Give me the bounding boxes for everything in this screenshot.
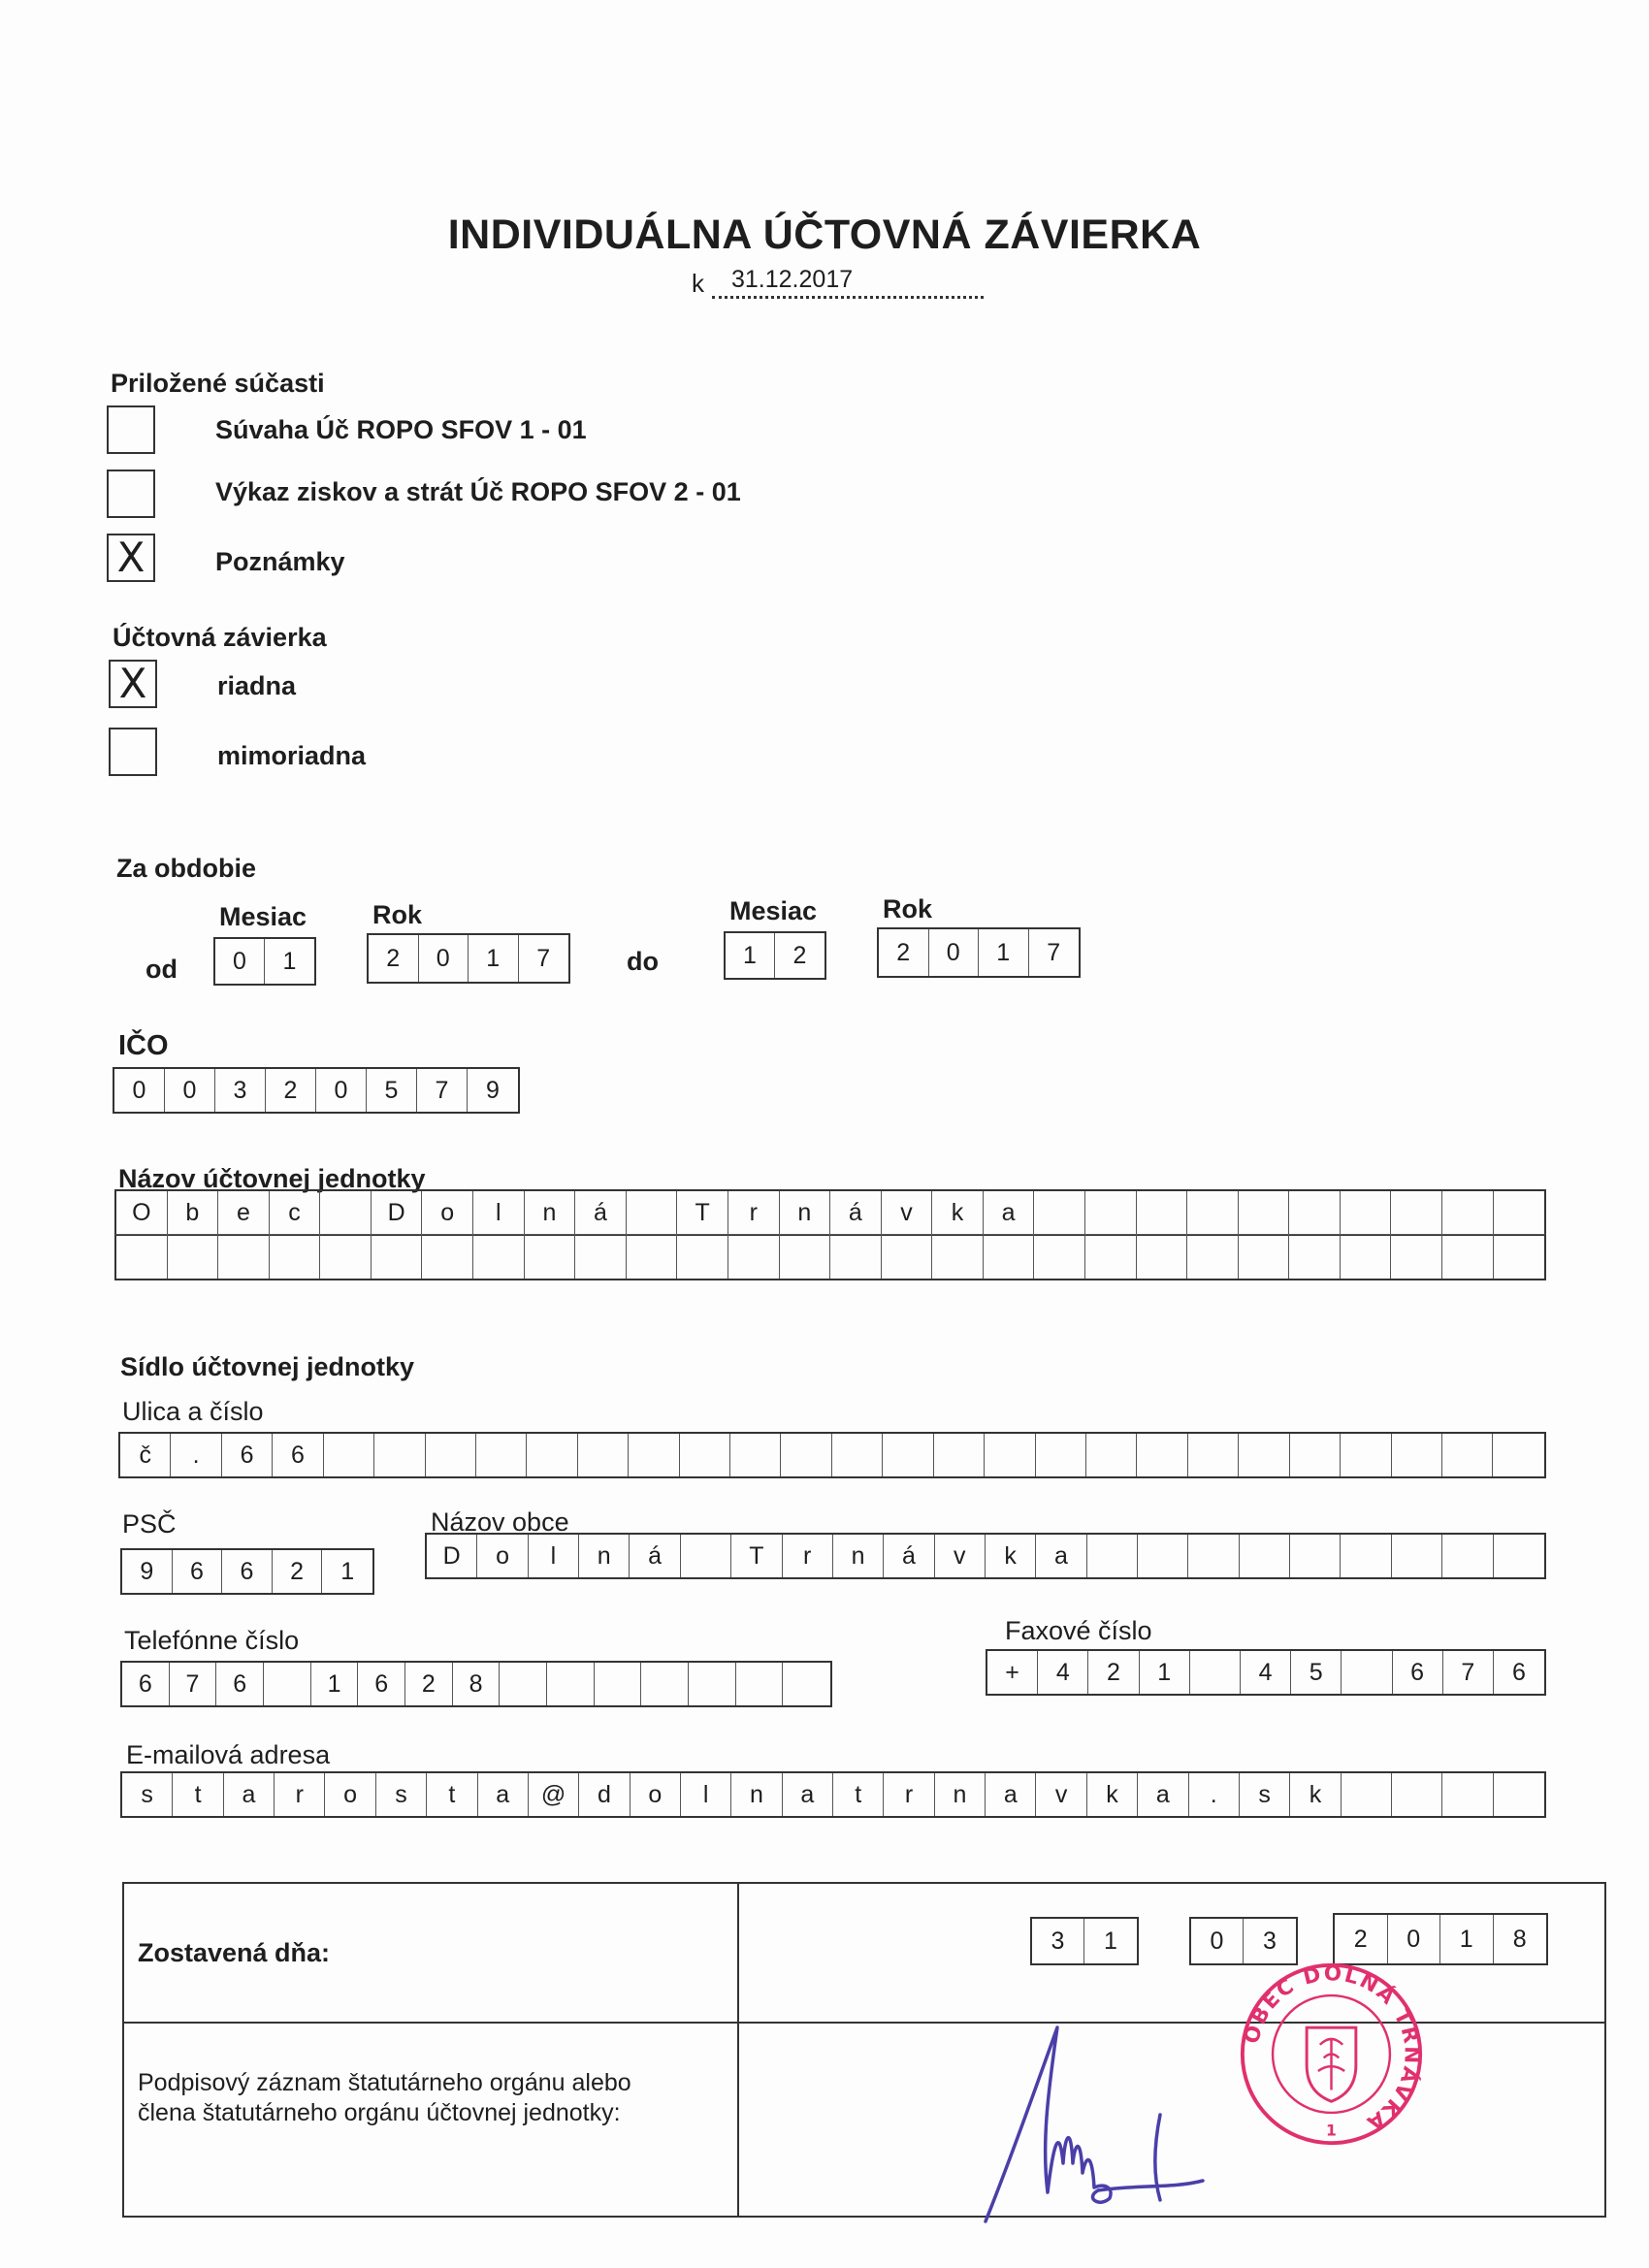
grid-cell bbox=[677, 1235, 728, 1279]
grid-cell bbox=[1239, 1191, 1290, 1234]
grid-cell bbox=[832, 1434, 883, 1476]
grid-cell bbox=[1392, 1773, 1442, 1816]
grid-cell bbox=[575, 1235, 627, 1279]
grid-cell bbox=[1442, 1434, 1493, 1476]
compiled-on-label: Zostavená dňa: bbox=[138, 1938, 331, 1967]
grid-cell bbox=[1239, 1235, 1290, 1279]
grid-cell bbox=[730, 1434, 781, 1476]
grid-cell: r bbox=[275, 1773, 325, 1816]
grid-cell bbox=[1036, 1434, 1086, 1476]
grid-cell: 0 bbox=[215, 939, 265, 984]
grid-cell: 0 bbox=[165, 1069, 215, 1112]
grid-cell: á bbox=[830, 1191, 882, 1234]
grid-cell: b bbox=[168, 1191, 219, 1234]
grid-cell bbox=[1188, 1535, 1239, 1577]
grid-cell bbox=[830, 1235, 882, 1279]
grid-cell: v bbox=[935, 1535, 986, 1577]
grid-cell: . bbox=[171, 1434, 221, 1476]
as-of-prefix: k bbox=[692, 269, 704, 298]
grid-cell: 8 bbox=[453, 1663, 501, 1705]
closing-type-heading: Účtovná závierka bbox=[113, 623, 327, 652]
grid-cell bbox=[1391, 1235, 1442, 1279]
grid-cell bbox=[1087, 1535, 1138, 1577]
grid-cell: 7 bbox=[536, 944, 551, 972]
handwritten-signature bbox=[980, 2018, 1212, 2231]
grid-cell: . bbox=[1189, 1773, 1240, 1816]
grid-cell bbox=[629, 1434, 679, 1476]
grid-cell: 6 bbox=[173, 1550, 223, 1593]
grid-cell bbox=[1137, 1434, 1187, 1476]
grid-cell: 6 bbox=[216, 1663, 264, 1705]
from-year-label: Rok bbox=[372, 900, 423, 929]
grid-cell bbox=[882, 1235, 933, 1279]
grid-cell bbox=[547, 1663, 595, 1705]
grid-cell: r bbox=[783, 1535, 833, 1577]
grid-cell: 9 bbox=[122, 1550, 173, 1593]
grid-cell: a bbox=[224, 1773, 275, 1816]
grid-cell bbox=[1392, 1434, 1442, 1476]
signature-label-line-2: člena štatutárneho orgánu účtovnej jednotky: bbox=[138, 2099, 621, 2126]
grid-cell bbox=[627, 1191, 678, 1234]
grid-cell bbox=[783, 1663, 830, 1705]
table-divider-vertical bbox=[737, 1884, 739, 2216]
grid-cell bbox=[168, 1235, 219, 1279]
grid-cell: 1 bbox=[282, 947, 297, 975]
checkbox-notes[interactable]: X bbox=[107, 534, 155, 582]
grid-cell: o bbox=[477, 1535, 528, 1577]
from-month-field[interactable] bbox=[213, 937, 316, 986]
grid-cell: + bbox=[987, 1651, 1038, 1694]
grid-cell bbox=[1137, 1235, 1188, 1279]
grid-cell: v bbox=[1036, 1773, 1086, 1816]
grid-cell bbox=[1494, 1235, 1545, 1279]
grid-cell: 4 bbox=[1241, 1651, 1291, 1694]
grid-cell: á bbox=[575, 1191, 627, 1234]
grid-cell bbox=[984, 1235, 1035, 1279]
signature-label bbox=[138, 2068, 631, 2128]
grid-cell bbox=[1392, 1535, 1442, 1577]
phone-label: Telefónne číslo bbox=[124, 1626, 300, 1655]
grid-cell bbox=[116, 1235, 168, 1279]
grid-cell bbox=[1342, 1773, 1392, 1816]
grid-cell: 5 bbox=[367, 1069, 417, 1112]
grid-cell bbox=[426, 1434, 476, 1476]
as-of-date-line bbox=[692, 264, 984, 299]
compiled-day-field[interactable] bbox=[1030, 1917, 1139, 1965]
grid-cell bbox=[1290, 1434, 1341, 1476]
grid-cell: 2 bbox=[405, 1663, 453, 1705]
grid-cell: D bbox=[427, 1535, 477, 1577]
fax-label: Faxové číslo bbox=[1005, 1616, 1152, 1645]
grid-cell bbox=[1137, 1191, 1188, 1234]
grid-cell bbox=[320, 1235, 372, 1279]
grid-cell: a bbox=[984, 1191, 1035, 1234]
grid-cell: 7 bbox=[1443, 1651, 1494, 1694]
grid-cell: n bbox=[833, 1535, 884, 1577]
city-label: Názov obce bbox=[431, 1507, 569, 1537]
grid-cell bbox=[372, 1235, 423, 1279]
unit-name-heading: Názov účtovnej jednotky bbox=[118, 1164, 426, 1193]
grid-cell bbox=[595, 1663, 642, 1705]
grid-cell: 0 bbox=[316, 1069, 367, 1112]
grid-cell: s bbox=[1240, 1773, 1290, 1816]
label-balance-sheet: Súvaha Úč ROPO SFOV 1 - 01 bbox=[215, 415, 587, 444]
grid-cell: e bbox=[218, 1191, 270, 1234]
grid-cell bbox=[1138, 1535, 1188, 1577]
grid-cell: 6 bbox=[273, 1434, 323, 1476]
checkbox-extraordinary[interactable] bbox=[109, 728, 157, 776]
grid-cell bbox=[476, 1434, 527, 1476]
grid-cell: 6 bbox=[222, 1550, 273, 1593]
grid-cell: n bbox=[780, 1191, 831, 1234]
grid-cell bbox=[1341, 1535, 1391, 1577]
official-stamp-icon bbox=[1237, 1960, 1426, 2149]
label-notes: Poznámky bbox=[215, 547, 345, 576]
grid-cell: a bbox=[783, 1773, 833, 1816]
grid-cell bbox=[1442, 1773, 1493, 1816]
to-month-field[interactable] bbox=[724, 931, 826, 980]
stamp-number: 1 bbox=[1326, 2122, 1337, 2140]
grid-cell: T bbox=[731, 1535, 782, 1577]
grid-cell: 1 bbox=[1104, 1927, 1117, 1955]
street-field[interactable] bbox=[118, 1432, 1546, 1478]
grid-cell bbox=[1342, 1651, 1392, 1694]
grid-cell bbox=[780, 1235, 831, 1279]
seat-heading: Sídlo účtovnej jednotky bbox=[120, 1352, 415, 1381]
checkbox-regular[interactable]: X bbox=[109, 660, 157, 708]
grid-cell: n bbox=[579, 1535, 630, 1577]
compiled-year-field[interactable] bbox=[1333, 1913, 1548, 1965]
grid-cell bbox=[1442, 1535, 1493, 1577]
to-label: do bbox=[627, 947, 659, 976]
grid-cell: 0 bbox=[1388, 1915, 1441, 1963]
grid-cell bbox=[1240, 1535, 1290, 1577]
grid-cell: 6 bbox=[1393, 1651, 1443, 1694]
grid-cell bbox=[1239, 1434, 1289, 1476]
grid-cell bbox=[1086, 1434, 1137, 1476]
ico-field[interactable] bbox=[113, 1067, 520, 1114]
stamp-text: OBEC DOLNÁ TRNÁVKA bbox=[1240, 1961, 1424, 2137]
grid-cell: 2 bbox=[1335, 1915, 1388, 1963]
grid-cell: 1 bbox=[726, 933, 775, 978]
grid-cell: 9 bbox=[486, 1076, 500, 1104]
grid-cell bbox=[270, 1235, 321, 1279]
grid-cell bbox=[218, 1235, 270, 1279]
grid-cell: 7 bbox=[417, 1069, 468, 1112]
grid-cell: a bbox=[1138, 1773, 1188, 1816]
grid-cell: 7 bbox=[170, 1663, 217, 1705]
grid-cell: 1 bbox=[1440, 1915, 1494, 1963]
grid-cell: k bbox=[1290, 1773, 1341, 1816]
grid-cell bbox=[527, 1434, 577, 1476]
email-field[interactable] bbox=[120, 1771, 1546, 1818]
grid-cell bbox=[1290, 1535, 1341, 1577]
grid-cell: 2 bbox=[273, 1550, 323, 1593]
grid-cell: 8 bbox=[1512, 1925, 1527, 1953]
grid-cell: 5 bbox=[1291, 1651, 1342, 1694]
grid-cell: 2 bbox=[1088, 1651, 1139, 1694]
grid-cell: n bbox=[731, 1773, 782, 1816]
grid-cell bbox=[1034, 1191, 1085, 1234]
grid-cell: 0 bbox=[114, 1069, 165, 1112]
grid-cell bbox=[500, 1663, 547, 1705]
document-title: INDIVIDUÁLNA ÚČTOVNÁ ZÁVIERKA bbox=[447, 211, 1202, 258]
grid-cell: 3 bbox=[1263, 1927, 1277, 1955]
grid-cell bbox=[728, 1235, 780, 1279]
grid-cell: t bbox=[173, 1773, 223, 1816]
unit-name-row-1[interactable] bbox=[114, 1189, 1546, 1236]
grid-cell bbox=[578, 1434, 629, 1476]
grid-cell: 2 bbox=[369, 935, 419, 982]
grid-cell bbox=[1289, 1191, 1341, 1234]
period-heading: Za obdobie bbox=[116, 854, 256, 883]
grid-cell bbox=[883, 1434, 933, 1476]
grid-cell: s bbox=[376, 1773, 427, 1816]
grid-cell bbox=[1085, 1235, 1137, 1279]
grid-cell: 6 bbox=[222, 1434, 273, 1476]
grid-cell bbox=[1494, 1773, 1544, 1816]
grid-cell bbox=[1188, 1434, 1239, 1476]
grid-cell bbox=[681, 1535, 731, 1577]
grid-cell: a bbox=[1036, 1535, 1086, 1577]
street-label: Ulica a číslo bbox=[122, 1397, 264, 1426]
to-year-field[interactable] bbox=[877, 927, 1081, 978]
grid-cell bbox=[689, 1663, 736, 1705]
psc-field[interactable] bbox=[120, 1548, 374, 1595]
grid-cell bbox=[1391, 1191, 1442, 1234]
grid-cell: a bbox=[478, 1773, 529, 1816]
email-label: E-mailová adresa bbox=[126, 1740, 331, 1769]
grid-cell bbox=[1341, 1434, 1391, 1476]
grid-cell: @ bbox=[529, 1773, 579, 1816]
grid-cell bbox=[680, 1434, 730, 1476]
grid-cell bbox=[1442, 1235, 1494, 1279]
grid-cell bbox=[985, 1434, 1035, 1476]
checkbox-profit-loss[interactable] bbox=[107, 470, 155, 518]
grid-cell: o bbox=[422, 1191, 473, 1234]
grid-cell: s bbox=[122, 1773, 173, 1816]
to-month-label: Mesiac bbox=[729, 896, 818, 925]
signature-label-line-1: Podpisový záznam štatutárneho orgánu alebo bbox=[138, 2069, 631, 2096]
grid-cell bbox=[1494, 1535, 1544, 1577]
grid-cell bbox=[932, 1235, 984, 1279]
grid-cell: k bbox=[1087, 1773, 1138, 1816]
unit-name-row-2[interactable] bbox=[114, 1234, 1546, 1280]
grid-cell: á bbox=[884, 1535, 934, 1577]
grid-cell bbox=[934, 1434, 985, 1476]
grid-cell: a bbox=[986, 1773, 1036, 1816]
grid-cell bbox=[736, 1663, 784, 1705]
grid-cell: O bbox=[116, 1191, 168, 1234]
grid-cell bbox=[320, 1191, 372, 1234]
grid-cell: 1 bbox=[311, 1663, 359, 1705]
grid-cell bbox=[1085, 1191, 1137, 1234]
grid-cell bbox=[1494, 1191, 1545, 1234]
grid-cell: 6 bbox=[122, 1663, 170, 1705]
grid-cell bbox=[1187, 1191, 1239, 1234]
grid-cell: 4 bbox=[1038, 1651, 1088, 1694]
fax-field[interactable] bbox=[986, 1649, 1546, 1696]
grid-cell: 1 bbox=[979, 929, 1029, 976]
grid-cell bbox=[1493, 1434, 1543, 1476]
grid-cell: k bbox=[986, 1535, 1036, 1577]
grid-cell: 1 bbox=[1140, 1651, 1190, 1694]
grid-cell: n bbox=[935, 1773, 986, 1816]
grid-cell: 0 bbox=[1191, 1919, 1244, 1963]
grid-cell: t bbox=[427, 1773, 477, 1816]
grid-cell bbox=[1442, 1191, 1494, 1234]
grid-cell: l bbox=[681, 1773, 731, 1816]
grid-cell: 2 bbox=[879, 929, 929, 976]
compiled-month-field[interactable] bbox=[1189, 1917, 1298, 1965]
checkbox-balance-sheet[interactable] bbox=[107, 405, 155, 454]
label-regular: riadna bbox=[217, 671, 297, 700]
grid-cell: 3 bbox=[215, 1069, 266, 1112]
as-of-date[interactable]: 31.12.2017 bbox=[712, 266, 984, 299]
grid-cell: k bbox=[932, 1191, 984, 1234]
grid-cell: 1 bbox=[340, 1557, 355, 1585]
grid-cell: 6 bbox=[1512, 1658, 1526, 1686]
grid-cell bbox=[264, 1663, 311, 1705]
grid-cell: c bbox=[270, 1191, 321, 1234]
grid-cell bbox=[1341, 1191, 1392, 1234]
grid-cell: r bbox=[884, 1773, 934, 1816]
grid-cell: t bbox=[833, 1773, 884, 1816]
grid-cell: v bbox=[882, 1191, 933, 1234]
grid-cell: 6 bbox=[358, 1663, 405, 1705]
label-extraordinary: mimoriadna bbox=[217, 741, 367, 770]
grid-cell: r bbox=[728, 1191, 780, 1234]
from-month-label: Mesiac bbox=[219, 902, 307, 931]
grid-cell bbox=[781, 1434, 831, 1476]
grid-cell: d bbox=[579, 1773, 630, 1816]
grid-cell: 3 bbox=[1032, 1919, 1084, 1963]
grid-cell bbox=[1034, 1235, 1085, 1279]
grid-cell: 1 bbox=[469, 935, 519, 982]
grid-cell bbox=[422, 1235, 473, 1279]
phone-field[interactable] bbox=[120, 1661, 832, 1707]
to-year-label: Rok bbox=[883, 894, 933, 923]
grid-cell bbox=[473, 1235, 525, 1279]
grid-cell: n bbox=[525, 1191, 576, 1234]
grid-cell bbox=[627, 1235, 678, 1279]
ico-heading: IČO bbox=[118, 1030, 169, 1061]
from-year-field[interactable] bbox=[367, 933, 570, 984]
grid-cell: o bbox=[325, 1773, 375, 1816]
grid-cell: 7 bbox=[1047, 938, 1061, 966]
grid-cell: D bbox=[372, 1191, 423, 1234]
grid-cell: l bbox=[473, 1191, 525, 1234]
grid-cell bbox=[525, 1235, 576, 1279]
grid-cell: o bbox=[630, 1773, 681, 1816]
grid-cell: T bbox=[677, 1191, 728, 1234]
grid-cell bbox=[641, 1663, 689, 1705]
grid-cell bbox=[1341, 1235, 1392, 1279]
from-label: od bbox=[146, 955, 178, 984]
grid-cell: 0 bbox=[929, 929, 980, 976]
grid-cell: 2 bbox=[266, 1069, 316, 1112]
grid-cell bbox=[374, 1434, 425, 1476]
grid-cell: l bbox=[529, 1535, 579, 1577]
attached-parts-heading: Priložené súčasti bbox=[111, 369, 325, 398]
psc-label: PSČ bbox=[122, 1509, 177, 1539]
grid-cell bbox=[1187, 1235, 1239, 1279]
grid-cell bbox=[1289, 1235, 1341, 1279]
city-field[interactable] bbox=[425, 1533, 1546, 1579]
grid-cell: č bbox=[120, 1434, 171, 1476]
label-profit-loss: Výkaz ziskov a strát Úč ROPO SFOV 2 - 01 bbox=[215, 477, 741, 506]
grid-cell: 2 bbox=[792, 941, 807, 969]
grid-cell: 0 bbox=[419, 935, 469, 982]
grid-cell: á bbox=[630, 1535, 680, 1577]
grid-cell bbox=[1190, 1651, 1241, 1694]
grid-cell bbox=[324, 1434, 374, 1476]
